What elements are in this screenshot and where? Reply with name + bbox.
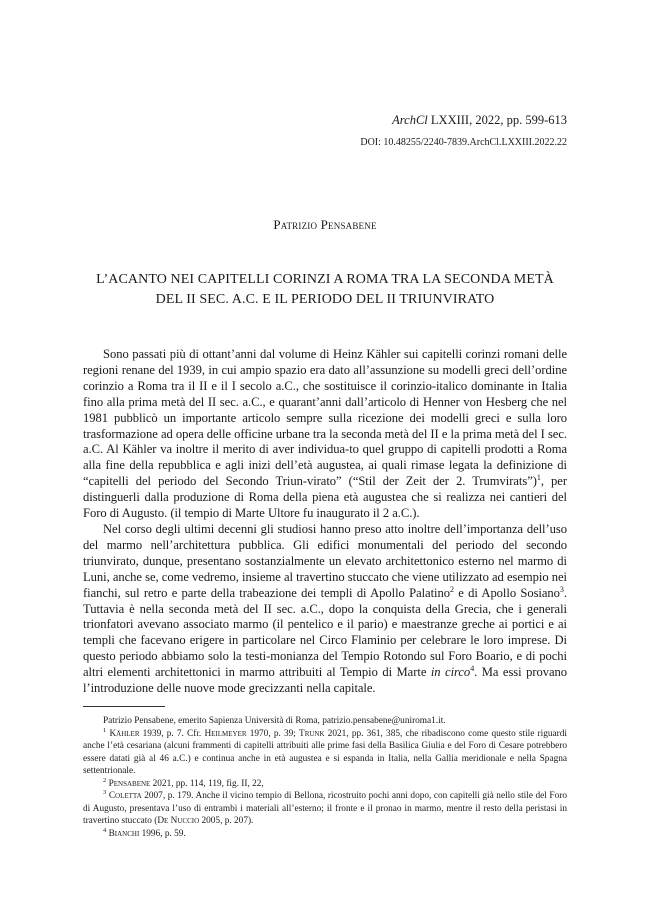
footnote-affiliation: Patrizio Pensabene, emerito Sapienza Università di Roma, patrizio.pensabene@uniroma1.it. bbox=[103, 716, 446, 726]
footnote-1-number: 1 bbox=[103, 726, 107, 734]
footnote-4-author: Bianchi bbox=[108, 828, 140, 839]
journal-title: ArchCl bbox=[392, 113, 428, 127]
paragraph-2-text-a: Nel corso degli ultimi decenni gli studiosi hanno preso atto inoltre dell’importanza dell’uso del marmo nell’architettura pubblica. Gli edifici monumentali del periodo del secondo triunvirato, dunque, presentano sostanzialmente un elevato architettonico esterno nel marmo di Luni, anche se, come vedremo, insieme al travertino stuccato che viene utilizzato ad esempio nei fianchi, sul retro e parte della trabeazione dei templi di Apollo Palatino bbox=[83, 521, 567, 600]
paragraph-2-text-b: e di Apollo Sosiano bbox=[453, 585, 560, 600]
footnote-3-number: 3 bbox=[103, 788, 107, 796]
footnote-4-text: 1996, p. 59. bbox=[139, 828, 186, 839]
footnote-ref-2[interactable]: 2 bbox=[449, 584, 454, 594]
journal-reference bbox=[392, 113, 567, 127]
author-name: Patrizio Pensabene bbox=[273, 217, 377, 232]
paragraph-2-text-c: . Tuttavia è nella seconda metà del II sec. a.C., dopo la conquista della Grecia, che i generali trionfatori avevano associato marmo (il pentelico e il pario) e maestranze greche ai portici e ai templi che facevano erigere in particolare nel Circo Flaminio per celebrare le loro imprese. Di questo periodo abbiamo solo la testi-monianza del Tempio Rotondo sul Foro Boario, e di pochi altri elementi architettonici in marmo attribuiti al Tempio di Marte bbox=[83, 585, 567, 680]
doi: DOI: 10.48255/2240-7839.ArchCl.LXXIII.2022.22 bbox=[360, 137, 567, 148]
footnote-2-author: Pensabene bbox=[108, 778, 151, 789]
footnote-1-author-3: Trunk bbox=[299, 728, 325, 739]
paragraph-2 bbox=[83, 522, 567, 697]
footnotes bbox=[83, 715, 567, 840]
footnote-2-number: 2 bbox=[103, 776, 107, 784]
article-title bbox=[70, 270, 580, 310]
footnote-3-text-2: 2005, p. 207). bbox=[199, 816, 254, 826]
paragraph-1-text-b: , per distinguerli dalla produzione di Roma della piena età augustea che si realizza nei cantieri del Foro di Augusto. (il tempio di Marte Ultore fu inaugurato il 2 a.C.). bbox=[83, 474, 567, 521]
footnote-separator bbox=[83, 706, 165, 707]
footnote-2-text: 2021, pp. 114, 119, fig. II, 22, bbox=[150, 778, 264, 789]
article-title-line-2: DEL II SEC. A.C. E IL PERIODO DEL II TRIUNVIRATO bbox=[155, 292, 495, 307]
footnote-1-text-2: 1939, p. 7. Cfr. bbox=[139, 728, 205, 739]
paragraph-2-italic: in circo bbox=[430, 665, 471, 680]
footnote-ref-3[interactable]: 3 bbox=[559, 584, 564, 594]
footnote-4-number: 4 bbox=[103, 826, 107, 834]
footnote-ref-1[interactable]: 1 bbox=[536, 473, 541, 483]
footnote-1-text-4: 2021, pp. 361, 385, che ribadiscono come questo stile riguardi anche l’età cesariana (alcuni frammenti di capitelli attribuiti alle prime fasi della Basilica Giulia e del Foro di Cesare potrebbero essere datati già al 46 a.C.) e continua anche in età augustea e si espanda in Italia, nella Gallia meridionale e nella Spagna settentrionale. bbox=[83, 728, 567, 776]
footnote-3-author-1: Coletta bbox=[108, 791, 142, 801]
footnote-1-author-2: Heilmeyer bbox=[204, 728, 247, 739]
journal-volume-pages: LXXIII, 2022, pp. 599-613 bbox=[427, 113, 567, 127]
article-title-line-1: L’ACANTO NEI CAPITELLI CORINZI A ROMA TRA LA SECONDA METÀ bbox=[96, 272, 554, 287]
footnote-2 bbox=[83, 778, 567, 791]
footnote-1-author-1: Kähler bbox=[109, 728, 140, 739]
footnote-3 bbox=[83, 790, 567, 828]
paragraph-1-text-a: Sono passati più di ottant’anni dal volume di Heinz Kähler sui capitelli corinzi romani delle regioni renane del 1939, in cui ampio spazio era dato all’assunzione su modelli greci dell’ordine corinzio a Roma tra il II e il I secolo a.C., che sostituisce il corinzio-italico dominante in Italia fino alla prima metà del II sec. a.C., e quarant’anni dall’articolo di Henner von Hesberg che nel 1981 pubblicò un importante articolo sempre sulla ricezione dei modelli greci e sulla loro trasformazione ad opera delle officine urbane tra la seconda metà del II e la prima metà del I sec. a.C. Al Kähler va inoltre il merito di aver individua-to quel gruppo di capitelli prodotti a Roma alla fine della repubblica e agli inizi dell’età augustea, ai quali rimase legata la definizione di “capitelli del periodo del Secondo Triun-virato” (“Stil der Zeit der 2. Trumvirats”) bbox=[83, 347, 567, 489]
footnote-1 bbox=[83, 728, 567, 778]
footnote-1-text-3: 1970, p. 39; bbox=[246, 728, 300, 739]
paragraph-1 bbox=[83, 347, 567, 522]
footnote-ref-4[interactable]: 4 bbox=[470, 663, 475, 673]
body-text bbox=[83, 347, 567, 697]
footnote-3-text: 2007, p. 179. Anche il vicino tempio di Bellona, ricostruito pochi anni dopo, con capitelli già nello stile del Foro di Augusto, presentava l’uso di entrambi i materiali all’esterno; il fronte e il pronao in marmo, mentre il resto della peristasi in travertino stuccato ( bbox=[83, 791, 567, 826]
footnote-4 bbox=[83, 828, 567, 841]
paragraph-2-text-d: . Ma essi provano l’introduzione delle nuove mode grecizzanti nella capitale. bbox=[83, 665, 567, 696]
footnote-3-author-2: De Nuccio bbox=[157, 816, 200, 826]
